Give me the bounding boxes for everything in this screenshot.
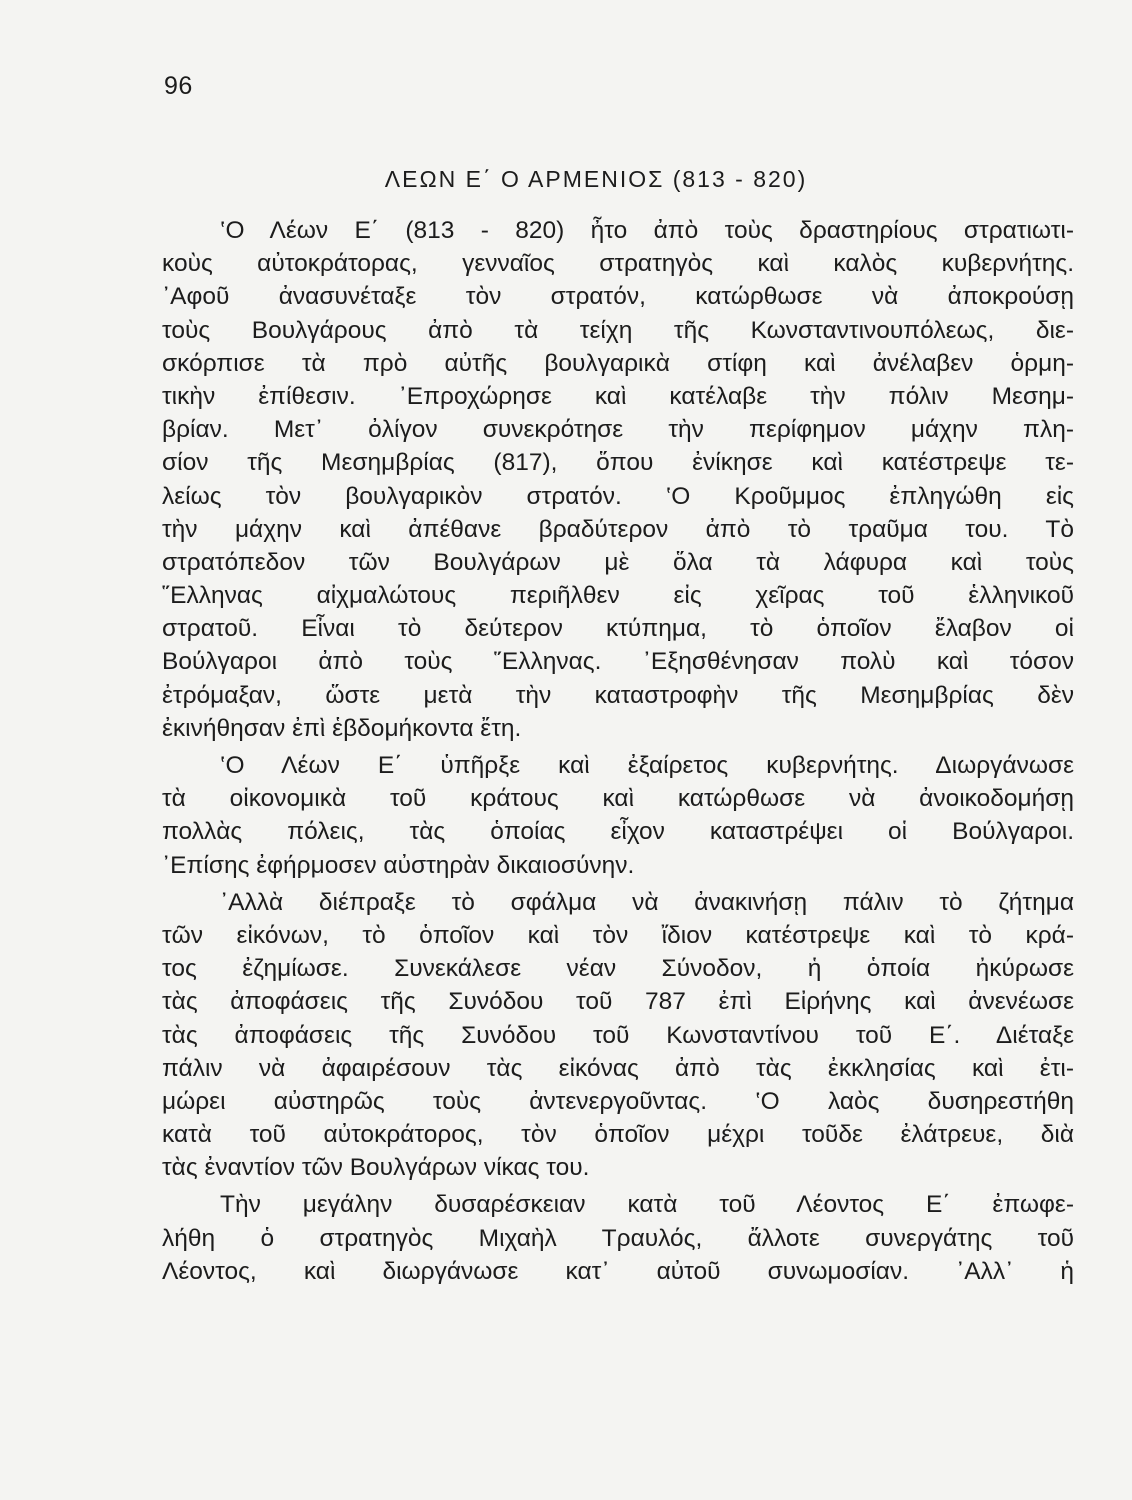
chapter-title: ΛΕΩΝ Ε΄ Ο ΑΡΜΕΝΙΟΣ (813 - 820) (384, 166, 808, 192)
text-line: ᾿Αλλὰ διέπραξε τὸ σφάλμα νὰ ἀνακινήσῃ πάλιν τὸ ζήτημα (220, 888, 1074, 916)
text-line: τοὺς Βουλγάρους ἀπὸ τὰ τείχη τῆς Κωνσταντινουπόλεως, διε- (162, 316, 1074, 344)
body-text (162, 214, 1074, 1288)
paragraph-4 (162, 1188, 1074, 1288)
text-line: λείως τὸν βουλγαρικὸν στρατόν. ‛Ο Κροῦμμος ἐπληγώθη εἰς (162, 482, 1074, 510)
text-line: Λέοντος, καὶ διωργάνωσε κατ᾿ αὐτοῦ συνωμοσίαν. ᾿Αλλ᾿ ἡ (162, 1257, 1074, 1285)
text-line: τῶν εἰκόνων, τὸ ὁποῖον καὶ τὸν ἴδιον κατέστρεψε καὶ τὸ κρά- (162, 921, 1074, 949)
page-number: 96 (164, 72, 193, 100)
text-line: τικὴν ἐπίθεσιν. ᾿Επροχώρησε καὶ κατέλαβε τὴν πόλιν Μεσημ- (162, 382, 1074, 410)
text-line: σίον τῆς Μεσημβρίας (817), ὅπου ἐνίκησε καὶ κατέστρεψε τε- (162, 449, 1074, 477)
text-line: ἐτρόμαξαν, ὥστε μετὰ τὴν καταστροφὴν τῆς Μεσημβρίας δὲν (162, 681, 1074, 709)
text-line: βρίαν. Μετ᾿ ὀλίγον συνεκρότησε τὴν περίφημον μάχην πλη- (162, 416, 1074, 444)
paragraph-1 (162, 214, 1074, 745)
text-line: κοὺς αὐτοκράτορας, γενναῖος στρατηγὸς καὶ καλὸς κυβερνήτης. (162, 250, 1074, 278)
text-line: ᾿Αφοῦ ἀνασυνέταξε τὸν στρατόν, κατώρθωσε νὰ ἀποκρούσῃ (162, 283, 1074, 311)
text-line: κατὰ τοῦ αὐτοκράτορος, τὸν ὁποῖον μέχρι τοῦδε ἐλάτρευε, διὰ (162, 1121, 1074, 1149)
text-line: τὰς ἀποφάσεις τῆς Συνόδου τοῦ 787 ἐπὶ Εἰρήνης καὶ ἀνενέωσε (162, 988, 1074, 1016)
paragraph-3 (162, 886, 1074, 1185)
text-line: τὰ οἰκονομικὰ τοῦ κράτους καὶ κατώρθωσε νὰ ἀνοικοδομήσῃ (162, 785, 1074, 813)
text-line: μώρει αὐστηρῶς τοὺς ἀντενεργοῦντας. ‛Ο λαὸς δυσηρεστήθη (162, 1087, 1074, 1115)
text-line: στρατοῦ. Εἶναι τὸ δεύτερον κτύπημα, τὸ ὁποῖον ἔλαβον οἱ (162, 615, 1074, 643)
text-line: τὴν μάχην καὶ ἀπέθανε βραδύτερον ἀπὸ τὸ τραῦμα του. Τὸ (162, 515, 1074, 543)
text-line: ᾿Επίσης ἐφήρμοσεν αὐστηρὰν δικαιοσύνην. (162, 851, 635, 879)
text-line: ‛Ο Λέων Ε΄ ὑπῆρξε καὶ ἐξαίρετος κυβερνήτης. Διωργάνωσε (220, 752, 1074, 779)
text-line: σκόρπισε τὰ πρὸ αὐτῆς βουλγαρικὰ στίφη καὶ ἀνέλαβεν ὁρμη- (162, 349, 1074, 377)
text-line: ἐκινήθησαν ἐπὶ ἑβδομήκοντα ἔτη. (162, 714, 522, 742)
text-line: ‛Ο Λέων Ε΄ (813 - 820) ἦτο ἀπὸ τοὺς δραστηρίους στρατιωτι- (220, 217, 1074, 244)
text-line: Τὴν μεγάλην δυσαρέσκειαν κατὰ τοῦ Λέοντος Ε΄ ἐπωφε- (220, 1191, 1074, 1219)
paragraph-2 (162, 749, 1074, 882)
text-line: τὰς ἀποφάσεις τῆς Συνόδου τοῦ Κωνσταντίνου τοῦ Ε΄. Διέταξε (162, 1021, 1074, 1049)
text-line: Βούλγαροι ἀπὸ τοὺς ῞Ελληνας. ᾿Εξησθένησαν πολὺ καὶ τόσον (162, 648, 1074, 676)
text-line: τὰς ἐναντίον τῶν Βουλγάρων νίκας του. (162, 1154, 590, 1182)
text-line: λήθη ὁ στρατηγὸς Μιχαὴλ Τραυλός, ἄλλοτε συνεργάτης τοῦ (162, 1224, 1074, 1252)
text-line: στρατόπεδον τῶν Βουλγάρων μὲ ὅλα τὰ λάφυρα καὶ τοὺς (162, 548, 1074, 576)
text-line: τος ἐζημίωσε. Συνεκάλεσε νέαν Σύνοδον, ἡ ὁποία ἠκύρωσε (162, 955, 1074, 983)
text-line: πάλιν νὰ ἀφαιρέσουν τὰς εἰκόνας ἀπὸ τὰς ἐκκλησίας καὶ ἐτι- (162, 1054, 1074, 1082)
text-line: πολλὰς πόλεις, τὰς ὁποίας εἶχον καταστρέψει οἱ Βούλγαροι. (162, 818, 1074, 846)
text-line: ῞Ελληνας αἰχμαλώτους περιῆλθεν εἰς χεῖρας τοῦ ἑλληνικοῦ (162, 582, 1074, 610)
